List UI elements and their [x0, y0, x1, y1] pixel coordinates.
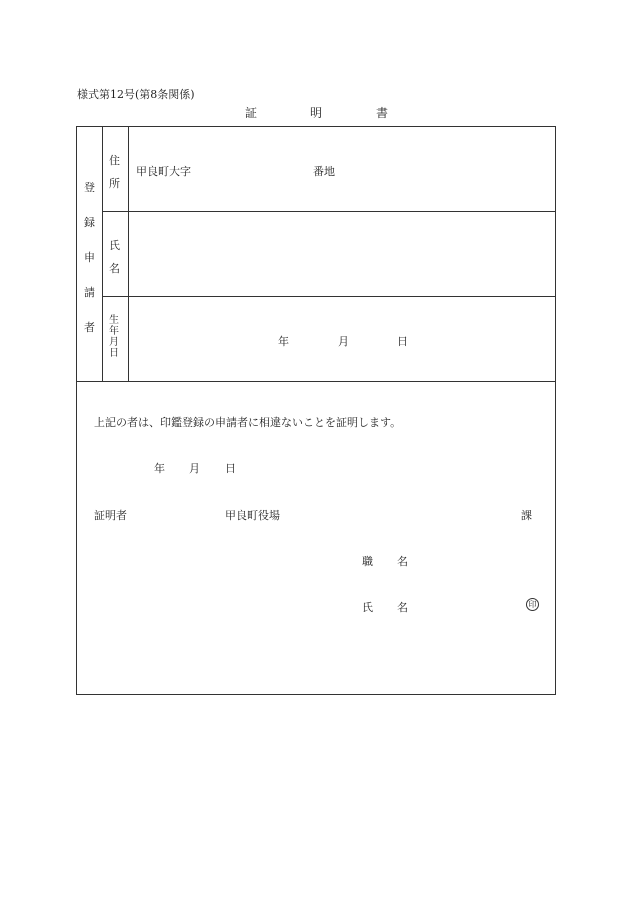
- address-label-char-2: 所: [109, 177, 120, 190]
- address-banchi: 番地: [313, 165, 335, 178]
- birth-day: 日: [397, 335, 408, 348]
- birth-month: 月: [338, 335, 349, 348]
- form-number: 様式第12号(第8条関係): [77, 88, 195, 101]
- certification-statement: 上記の者は、印鑑登録の申請者に相違ないことを証明します。: [94, 416, 402, 429]
- divider-applicant-certification: [76, 381, 556, 382]
- section-label-char-4: 請: [84, 286, 95, 299]
- birth-label-char-4: 日: [109, 348, 119, 359]
- address-town: 甲良町大字: [136, 165, 191, 178]
- section-label-char-2: 録: [84, 216, 95, 229]
- certifier-label: 証明者: [94, 509, 127, 522]
- certification-date-year: 年: [154, 462, 165, 475]
- position-label-char-1: 職: [362, 555, 373, 568]
- section-label-char-5: 者: [84, 321, 95, 334]
- document-title-char-1: 証: [245, 106, 258, 120]
- section-label-char-1: 登: [84, 181, 95, 194]
- certifier-name-label-char-2: 名: [397, 601, 408, 614]
- certifier-name-label-char-1: 氏: [362, 601, 373, 614]
- section-label-char-3: 申: [84, 251, 95, 264]
- divider-section-label: [102, 126, 103, 382]
- certification-date-day: 日: [225, 462, 236, 475]
- birth-label-char-2: 年: [109, 326, 119, 337]
- divider-field-label: [128, 126, 129, 382]
- document-title-char-2: 明: [310, 106, 323, 120]
- position-label-char-2: 名: [397, 555, 408, 568]
- certifier-office: 甲良町役場: [225, 509, 280, 522]
- divider-address-name: [102, 211, 556, 212]
- document-title-char-3: 書: [376, 106, 389, 120]
- seal-mark-icon: 印: [526, 598, 539, 611]
- certification-date-month: 月: [189, 462, 200, 475]
- name-label-char-1: 氏: [109, 239, 120, 252]
- divider-name-birth: [102, 296, 556, 297]
- birth-label-char-3: 月: [109, 337, 119, 348]
- birth-year: 年: [278, 335, 289, 348]
- birth-label-char-1: 生: [109, 315, 119, 326]
- address-label-char-1: 住: [109, 154, 120, 167]
- name-label-char-2: 名: [109, 262, 120, 275]
- certifier-section-suffix: 課: [521, 509, 532, 522]
